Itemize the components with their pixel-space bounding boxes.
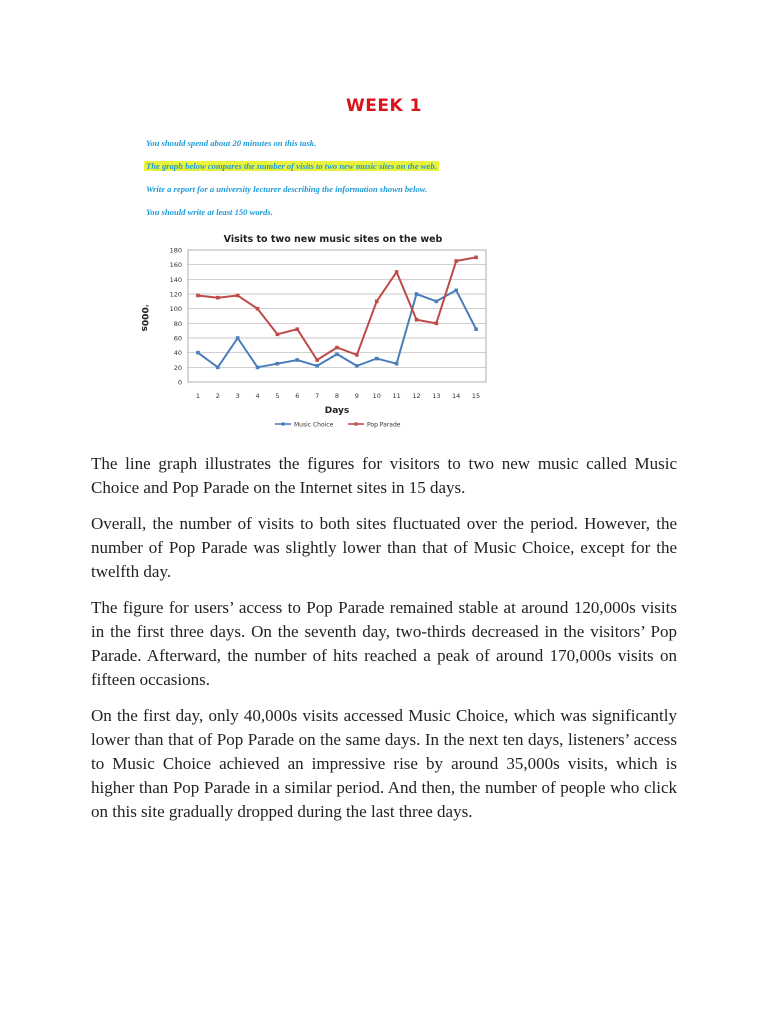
essay-paragraph-2: Overall, the number of visits to both sites fluctuated over the period. However, the number of Pop Parade was slightly lower than that of Music Choice, except for the twelfth day. <box>91 514 677 581</box>
x-tick-label: 14 <box>452 392 461 400</box>
data-point <box>216 296 220 300</box>
data-point <box>355 364 359 368</box>
line-chart <box>139 226 496 436</box>
data-point <box>415 292 419 296</box>
instruction-audience: Write a report for a university lecturer describing the information shown below. <box>146 184 428 194</box>
data-point <box>315 364 319 368</box>
x-tick-label: 7 <box>315 392 320 400</box>
x-tick-label: 5 <box>275 392 280 400</box>
line-chart-svg <box>139 226 496 436</box>
essay-paragraph-3: The figure for users’ access to Pop Parade remained stable at around 120,000s visits in the first three days. On the seventh day, two-thirds decreased in the visitors’ Pop Parade. Afterward, the number of hits reached a peak of around 170,000s visits on fifteen occasions. <box>91 598 677 689</box>
y-tick-label: 80 <box>173 319 182 328</box>
data-point <box>295 358 299 362</box>
y-tick-label: 160 <box>169 261 182 270</box>
x-tick-label: 15 <box>471 392 481 400</box>
chart-series <box>196 256 478 370</box>
y-axis-label: '000s <box>139 304 149 332</box>
data-point <box>335 352 339 356</box>
instruction-task: The graph below compares the number of visits to two new music sites on the web. <box>146 161 437 171</box>
x-axis-label: Days <box>324 406 350 416</box>
x-tick-label: 10 <box>372 392 381 400</box>
data-point <box>415 318 419 322</box>
data-point <box>355 353 359 357</box>
y-tick-label: 120 <box>169 290 182 299</box>
data-point <box>196 294 200 298</box>
essay-body <box>91 452 677 836</box>
data-point <box>236 294 240 298</box>
data-point <box>454 289 458 293</box>
x-tick-label: 3 <box>235 392 240 400</box>
chart-grid <box>188 250 486 382</box>
data-point <box>256 307 260 311</box>
instruction-length: You should write at least 150 words. <box>146 207 273 217</box>
y-tick-label: 40 <box>173 349 182 358</box>
y-tick-label: 20 <box>173 363 182 372</box>
data-point <box>435 300 439 304</box>
x-tick-label: 4 <box>255 392 260 400</box>
x-tick-label: 11 <box>392 392 401 400</box>
data-point <box>335 346 339 350</box>
x-tick-label: 13 <box>432 392 441 400</box>
data-point <box>216 366 220 370</box>
essay-paragraph-1: The line graph illustrates the figures for visitors to two new music called Music Choice and Pop Parade on the Internet sites in 15 days. <box>91 454 677 497</box>
data-point <box>276 362 280 366</box>
x-tick-label: 2 <box>215 392 220 400</box>
data-point <box>256 366 260 370</box>
data-point <box>315 358 319 362</box>
legend-marker <box>282 422 285 425</box>
data-point <box>474 327 478 331</box>
y-tick-label: 100 <box>169 305 182 314</box>
y-tick-label: 60 <box>173 334 182 343</box>
legend-label: Music Choice <box>294 421 334 429</box>
x-tick-label: 12 <box>412 392 421 400</box>
data-point <box>276 333 280 337</box>
essay-paragraph-4: On the first day, only 40,000s visits accessed Music Choice, which was significantly lower than that of Pop Parade on the same days. In the next ten days, listeners’ access to Music Choice achieved an impressive rise by around 35,000s visits, which is higher than Pop Parade in a similar period. And then, the number of people who click on this site gradually dropped during the last three days. <box>91 706 677 821</box>
plot-area <box>188 250 486 382</box>
week-title: WEEK 1 <box>346 96 422 116</box>
y-tick-label: 140 <box>169 275 182 284</box>
data-point <box>474 256 478 260</box>
x-tick-label: 9 <box>354 392 359 400</box>
data-point <box>454 259 458 263</box>
x-tick-label: 8 <box>334 392 340 400</box>
data-point <box>375 357 379 361</box>
data-point <box>395 270 399 274</box>
data-point <box>395 362 399 366</box>
legend-marker <box>355 422 358 425</box>
chart-legend <box>275 421 401 428</box>
data-point <box>375 300 379 304</box>
data-point <box>196 351 200 355</box>
data-point <box>295 327 299 331</box>
instruction-time: You should spend about 20 minutes on this task. <box>146 138 317 148</box>
legend-label: Pop Parade <box>367 421 401 429</box>
x-tick-label: 1 <box>195 392 201 400</box>
x-tick-label: 6 <box>295 392 300 400</box>
y-tick-label: 180 <box>169 246 182 255</box>
chart-title: Visits to two new music sites on the web <box>223 234 443 245</box>
y-tick-label: 0 <box>177 378 182 387</box>
data-point <box>435 322 439 326</box>
data-point <box>236 336 240 340</box>
